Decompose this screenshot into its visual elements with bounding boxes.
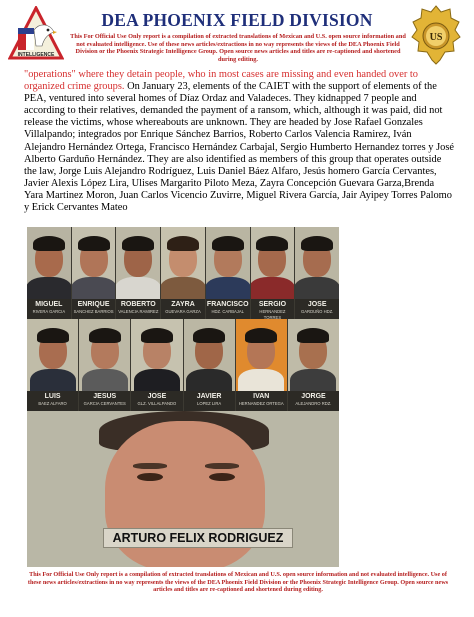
logo-caption: INTELLIGENCE (17, 52, 55, 58)
mugshot-first-name: FRANCISCO (206, 301, 249, 308)
mugshot-first-name: JAVIER (196, 393, 222, 400)
suspect-photo-collage (27, 227, 339, 567)
mugshot-card (184, 319, 236, 411)
mugshot-last-name: GLZ. VILLALPANDO (137, 401, 177, 406)
mugshot-card (131, 319, 183, 411)
mugshot-last-name: LOPEZ LIRA (197, 401, 222, 406)
mugshot-card (236, 319, 288, 411)
photo-row-top (27, 227, 339, 319)
mugshot-last-name: GUEVARA GARZA (165, 309, 201, 314)
page-title: DEA PHOENIX FIELD DIVISION (101, 10, 373, 30)
mugshot-first-name: JORGE (301, 393, 326, 400)
mugshot-first-name: MIGUEL (35, 301, 63, 308)
mugshot-first-name: ENRIQUE (77, 301, 110, 308)
mugshot-first-name: LUIS (44, 393, 61, 400)
intelligence-logo-icon (8, 6, 64, 62)
badge-text: US (429, 32, 443, 43)
mugshot-first-name: ROBERTO (120, 301, 156, 308)
mugshot-first-name: JOSE (147, 393, 167, 400)
mugshot-card (79, 319, 131, 411)
mugshot-last-name: BAEZ ALFARO (38, 401, 67, 406)
mugshot-first-name: IVAN (253, 393, 270, 400)
mugshot-last-name: HERNANDEZ ORTEGA (238, 401, 284, 406)
mugshot-last-name: HERNANDEZ TORRES (259, 309, 286, 319)
mugshot-card (206, 227, 251, 319)
lead-quote: "operations" where they detain people, who in most cases are missing and even handed over to organized crime groups. (24, 69, 418, 93)
mugshot-card (251, 227, 296, 319)
mugshot-card (116, 227, 161, 319)
mugshot-first-name: JESUS (93, 393, 117, 400)
footer-disclaimer: This For Official Use Only report is a compilation of extracted translations of Mexican and U.S. open source information and not evaluated intelligence. Use of these news articles/extractions in no way represents the views of the DEA Phoenix Field Division or the Phoenix Strategic Intelligence Group. Open source news articles and titles are re-captioned and shortened during editing. (27, 571, 449, 594)
mugshot-last-name: RIVERA GARCIA (32, 309, 66, 314)
mugshot-card (295, 227, 339, 319)
mugshot-last-name: GARDUÑO HDZ. (301, 309, 334, 314)
photo-row-bottom (27, 319, 339, 411)
mugshot-first-name: JOSE (307, 301, 327, 308)
header-disclaimer: This For Official Use Only report is a compilation of extracted translations of Mexican and U.S. open source information and not evaluated intelligence. Use of these news articles/extractions in no way represents the views of the DEA Phoenix Field Division or the Phoenix Strategic Intelligence Group. Open source news articles and titles are re-captioned and shortened during editing. (70, 33, 406, 63)
mugshot-first-name: ZAYRA (171, 301, 195, 308)
mugshot-last-name: VALENCIA RAMIREZ (118, 309, 159, 314)
mugshot-card (288, 319, 339, 411)
mugshot-card (27, 319, 79, 411)
mugshot-card (72, 227, 117, 319)
featured-mugshot-caption: ARTURO FELIX RODRIGUEZ (103, 528, 293, 548)
mugshot-last-name: HDZ. CARBAJAL (211, 309, 245, 314)
mugshot-last-name: SANCHEZ BARRIOS (73, 309, 114, 314)
mugshot-card (161, 227, 206, 319)
featured-mugshot (27, 411, 339, 567)
dea-badge-icon (410, 4, 462, 66)
mugshot-last-name: GARCIA CERVANTES (83, 401, 126, 406)
article-paragraph (24, 69, 454, 214)
mugshot-card (27, 227, 72, 319)
mugshot-first-name: SERGIO (258, 301, 287, 308)
article-body: On January 23, elements of the CAIET with the support of elements of the PEA, ventured into several homes of Díaz Ordaz and Valadeces. They kidnapped 7 people and according to their relatives, demanded the payment of a ransom, which, although it was paid, did not release the victims, whose whereabouts are unknown. They are headed by Jose Rafael Gonzales Villalpando; integrados por Enrique Sánchez Barrios, Roberto Carlos Valencia Ramirez, Iván Alejandro Hernández Ortega, Francisco Hernández Carbajal, Sergio Humberto Hernandez torres y José Alberto Garduño Hernández. They are also identified as members of this group that operates outside the law, Jorge Luis Alejandro Rodríguez, Luis Daniel Báez Alfaro, Jesús homero García Cervantes, Javier Alexis López Lira, Ulises Margarito Piloto Meza, Zayra Concepción Guevara Garza,Brenda Yara Martinez Moron, Juan Carlos Vicencio Zuvirre, Miguel Rivera García, Jair Ayipey Torres Palomo y Erick Cervantes Mateo (24, 81, 454, 214)
mugshot-last-name: ALEJANDRO RDZ. (295, 401, 332, 406)
